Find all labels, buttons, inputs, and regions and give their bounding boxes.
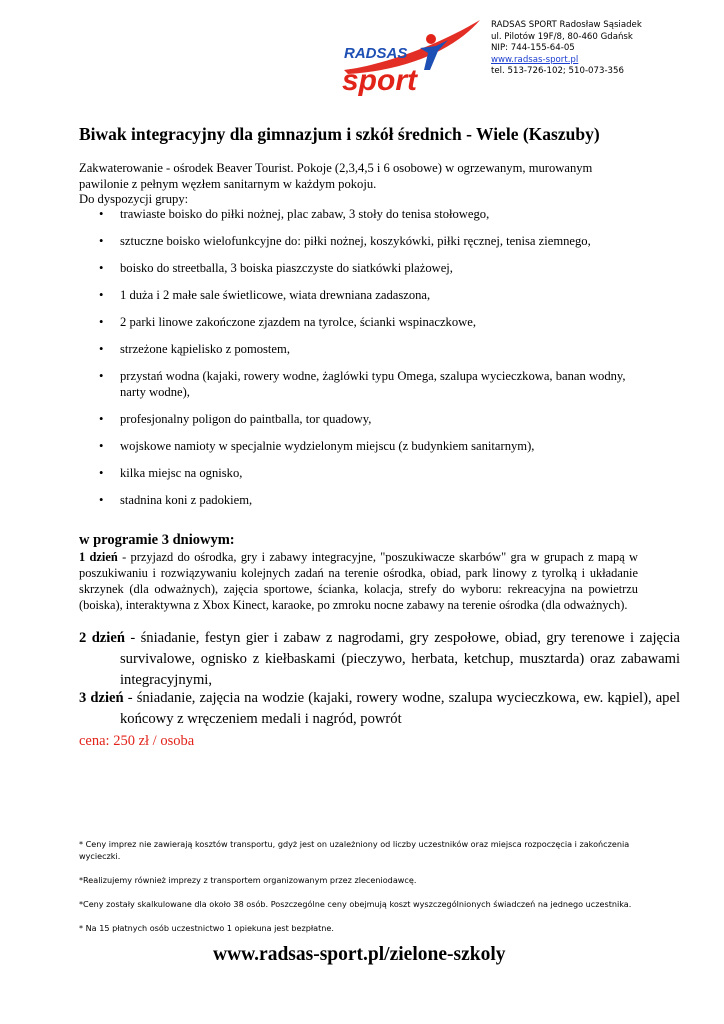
program-heading: w programie 3 dniowym:: [79, 532, 235, 548]
bullet-icon: •: [99, 342, 104, 356]
bullet-icon: •: [99, 411, 104, 426]
bullet-icon: •: [99, 315, 104, 329]
footnote: *Realizujemy również imprezy z transportem organizowanym przez zleceniodawcę.: [79, 875, 417, 885]
day-1-label: 1 dzień: [79, 550, 118, 564]
footnote: *Ceny zostały skalkulowane dla około 38 osób. Poszczególne ceny obejmują koszt wyszczególnionych świadczeń na jednego uczestnika.: [79, 899, 632, 909]
day-3-text: - śniadanie, zajęcia na wodzie (kajaki, rowery wodne, szalupa wycieczkowa, ew. kąpiel), apel końcowy z wręczeniem medali i nagród, powrót: [120, 690, 680, 727]
list-item: • kilka miejsc na ognisko,: [99, 465, 243, 480]
day-3-label: 3 dzień: [79, 690, 124, 706]
day-2-label: 2 dzień: [79, 630, 125, 646]
intro-section: [79, 161, 639, 208]
list-item: • stadnina koni z padokiem,: [99, 492, 253, 507]
day-2-text: - śniadanie, festyn gier i zabaw z nagrodami, gry zespołowe, obiad, gry terenowe i zajęcia survivalowe, ognisko z kiełbaskami (pieczywo, herbata, ketchup, musztarda) oraz zabawami integracyjnymi,: [120, 630, 680, 688]
logo-sport-text: sport: [342, 64, 417, 96]
footer-url-link[interactable]: www.radsas-sport.pl/zielone-szkoly: [213, 944, 506, 965]
bullet-icon: •: [99, 207, 104, 221]
program-day-3: [79, 688, 680, 730]
company-phone: tel. 513-726-102; 510-073-356: [491, 66, 624, 77]
price-text: cena: 250 zł / osoba: [79, 733, 195, 749]
program-day-1: [79, 549, 638, 613]
bullet-icon: •: [99, 369, 104, 383]
list-item: • przystań wodna (kajaki, rowery wodne, żaglówki typu Omega, szalupa wycieczkowa, banan wodny, narty wodne),: [99, 369, 626, 399]
list-item: • sztuczne boisko wielofunkcyjne do: piłki nożnej, koszykówki, piłki ręcznej, tenisa ziemnego,: [99, 234, 591, 248]
company-nip: NIP: 744-155-64-05: [491, 43, 575, 54]
list-item: • boisko do streetballa, 3 boiska piaszczyste do siatkówki plażowej,: [99, 261, 453, 275]
bullet-icon: •: [99, 438, 104, 453]
available-heading: Do dyspozycji grupy:: [79, 192, 189, 206]
logo-radsas-text: RADSAS: [344, 45, 408, 62]
footnotes: [79, 838, 644, 934]
list-item: • strzeżone kąpielisko z pomostem,: [99, 342, 290, 356]
list-item: • profesjonalny poligon do paintballa, tor quadowy,: [99, 411, 372, 426]
logo-figure-head: [426, 34, 436, 44]
company-info: [491, 20, 642, 78]
bullet-icon: •: [99, 261, 104, 275]
bullet-icon: •: [99, 288, 104, 302]
bullet-icon: •: [99, 465, 104, 480]
list-item: • 1 duża i 2 małe sale świetlicowe, wiata drewniana zadaszona,: [99, 288, 431, 302]
footnote: * Na 15 płatnych osób uczestnictwo 1 opiekuna jest bezpłatne.: [79, 923, 334, 933]
bullet-icon: •: [99, 234, 104, 248]
company-website-link[interactable]: www.radsas-sport.pl: [491, 54, 579, 65]
footnote: * Ceny imprez nie zawierają kosztów transportu, gdyż jest on uzależniony od liczby uczestników oraz miejsca rozpoczęcia i zakończenia wycieczki.: [79, 839, 630, 861]
day-1-text: - przyjazd do ośrodka, gry i zabawy integracyjne, "poszukiwacze skarbów" gra w grupach z mapą w poszukiwaniu i rozwiązywaniu kolejnych zadań na terenie ośrodka, obiad, park linowy z tyrolką i układanie skrzynek (dla odważnych), zajęcia sportowe, ścianka, kolacja, strefy do wyboru: rekreacyjna na powietrzu (boiska), interaktywna z Xbox Kinect, karaoke, po zmroku nocne zabawy na terenie ośrodka (dla odważnych).: [79, 550, 638, 612]
bullet-icon: •: [99, 492, 104, 507]
radsas-sport-logo: [338, 18, 486, 96]
page-title: Biwak integracyjny dla gimnazjum i szkół średnich - Wiele (Kaszuby): [79, 124, 600, 144]
list-item: • 2 parki linowe zakończone zjazdem na tyrolce, ścianki wspinaczkowe,: [99, 315, 476, 329]
company-name: RADSAS SPORT Radosław Sąsiadek: [491, 20, 642, 30]
list-item: • wojskowe namioty w specjalnie wydzielonym miejscu (z budynkiem sanitarnym),: [99, 438, 535, 453]
facilities-list: [79, 207, 644, 520]
list-item: • trawiaste boisko do piłki nożnej, plac zabaw, 3 stoły do tenisa stołowego,: [99, 207, 490, 221]
company-address: ul. Pilotów 19F/8, 80-460 Gdańsk: [491, 31, 633, 42]
program-day-2: [79, 628, 680, 691]
accommodation-text: Zakwaterowanie - ośrodek Beaver Tourist. Pokoje (2,3,4,5 i 6 osobowe) w ogrzewanym, murowanym pawilonie z pełnym węzłem sanitarnym w każdym pokoju.: [79, 161, 593, 191]
